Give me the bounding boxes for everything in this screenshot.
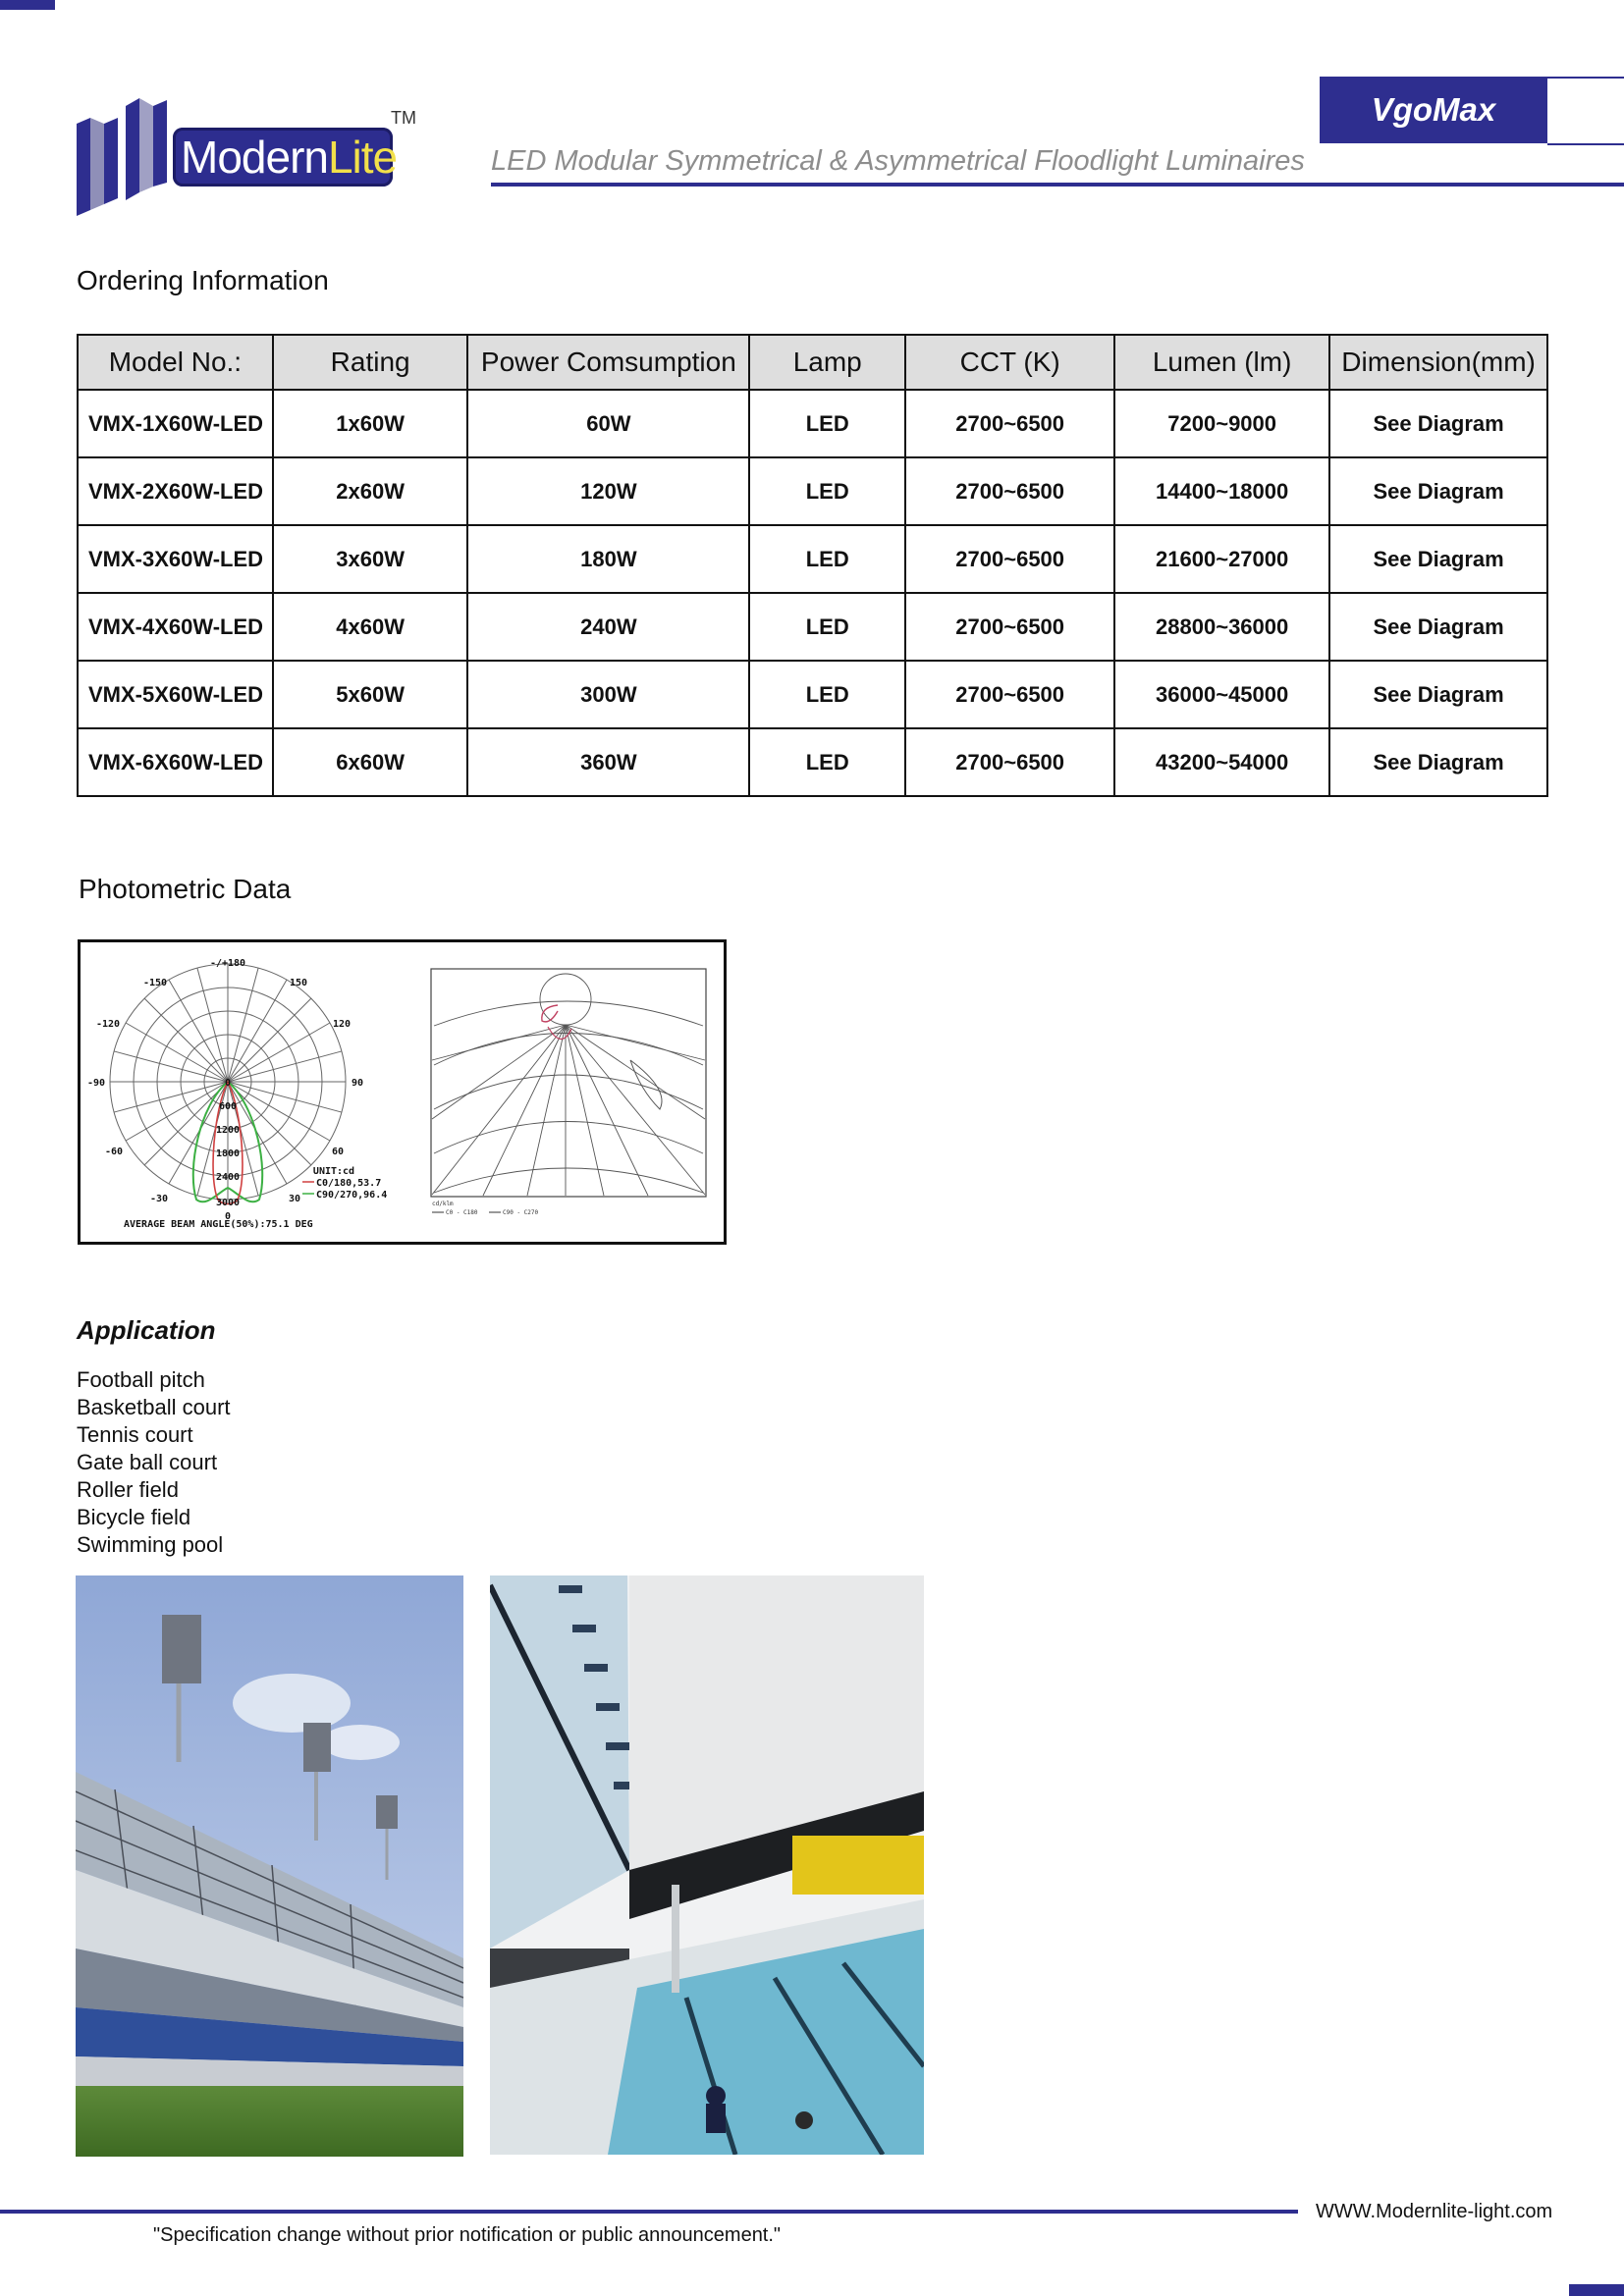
table-cell: 2700~6500 [905,728,1114,796]
col-header-lumen: Lumen (lm) [1114,335,1329,390]
table-cell: VMX-1X60W-LED [78,390,273,457]
company-logo [75,94,428,218]
logo-word-lite: Lite [327,132,398,183]
polar-angle-label: 90 [351,1078,364,1089]
polar-spoke [228,980,287,1082]
polar-spoke [169,980,228,1082]
swimming-pool-photo [490,1575,924,2155]
polar-spoke [197,968,228,1082]
table-cell: VMX-2X60W-LED [78,457,273,525]
photometric-charts [81,942,724,1242]
rect-legend-b: C90 - C270 [503,1209,539,1216]
footer-website[interactable]: WWW.Modernlite-light.com [1316,2201,1553,2222]
list-item: Roller field [77,1477,179,1502]
list-item: Football pitch [77,1367,205,1392]
polar-spoke [126,1082,228,1141]
polar-diagram [87,958,387,1230]
table-cell: LED [749,525,905,593]
table-cell: LED [749,593,905,661]
table-cell: 180W [467,525,749,593]
polar-angle-label: 0 [224,1211,232,1222]
table-cell: 2x60W [273,457,468,525]
table-cell: 6x60W [273,728,468,796]
table-cell: LED [749,661,905,728]
brand-name: VgoMax [1371,91,1496,128]
col-header-lamp: Lamp [749,335,905,390]
table-cell: 60W [467,390,749,457]
table-row [78,525,1547,593]
table-cell: 2700~6500 [905,593,1114,661]
trademark-mark: TM [391,108,416,128]
table-cell: LED [749,390,905,457]
polar-angle-label: -150 [142,978,168,988]
polar-radial-label: 600 [218,1101,238,1112]
table-cell: 7200~9000 [1114,390,1329,457]
polar-spoke [114,1051,228,1082]
table-cell: 2700~6500 [905,661,1114,728]
photometric-diagram [78,939,727,1245]
table-cell: See Diagram [1329,457,1547,525]
pool-image [490,1575,924,2155]
rect-unit: cd/klm [432,1201,454,1207]
polar-spoke [114,1082,228,1112]
col-header-model: Model No.: [78,335,273,390]
polar-angle-label: 120 [332,1019,352,1030]
list-item: Tennis court [77,1422,193,1447]
col-header-power: Power Comsumption [467,335,749,390]
polar-spoke [228,1023,330,1082]
polar-angle-label: -30 [149,1194,169,1204]
table-cell: 300W [467,661,749,728]
list-item: Swimming pool [77,1532,224,1557]
polar-angle-label: -120 [95,1019,121,1030]
table-cell: 1x60W [273,390,468,457]
footer-divider [0,2210,1298,2214]
polar-radial-label: 1800 [215,1148,241,1159]
photometric-title: Photometric Data [79,874,292,904]
table-cell: VMX-6X60W-LED [78,728,273,796]
polar-angle-label: -60 [104,1147,124,1157]
logo-mark-icon [75,94,183,218]
polar-radial-label: 2400 [215,1172,241,1183]
col-header-cct: CCT (K) [905,335,1114,390]
polar-spoke [144,998,228,1082]
table-cell: 36000~45000 [1114,661,1329,728]
polar-spoke [228,1051,342,1082]
polar-angle-label: -/+180 [209,958,246,969]
table-row [78,661,1547,728]
table-header-row [78,335,1547,390]
isocandela-diagram [431,969,706,1216]
beam-angle-text: AVERAGE BEAM ANGLE(50%):75.1 DEG [124,1219,313,1230]
logo-wordmark [181,132,397,183]
table-cell: See Diagram [1329,728,1547,796]
corner-accent-bottom [1569,2284,1624,2296]
polar-spoke [228,998,311,1082]
ordering-table [77,334,1548,797]
logo-word-modern: Modern [181,132,328,183]
table-cell: VMX-3X60W-LED [78,525,273,593]
application-list [77,1366,231,1559]
polar-spoke [228,1082,342,1112]
application-title: Application [77,1315,216,1345]
col-header-rating: Rating [273,335,468,390]
table-cell: 120W [467,457,749,525]
stadium-photo [76,1575,463,2157]
table-cell: See Diagram [1329,661,1547,728]
table-cell: 14400~18000 [1114,457,1329,525]
table-cell: 4x60W [273,593,468,661]
footer-disclaimer: "Specification change without prior notification or public announcement." [153,2224,782,2246]
col-header-dimension: Dimension(mm) [1329,335,1547,390]
legend-c0: C0/180,53.7 [316,1178,382,1189]
polar-angle-label: -90 [86,1078,106,1089]
table-cell: See Diagram [1329,525,1547,593]
table-cell: 5x60W [273,661,468,728]
table-cell: LED [749,457,905,525]
table-body [78,390,1547,796]
polar-unit: UNIT:cd [312,1166,355,1177]
polar-spoke [228,1082,330,1141]
rect-legend-a: C0 - C180 [446,1209,478,1216]
table-cell: VMX-5X60W-LED [78,661,273,728]
table-cell: 2700~6500 [905,457,1114,525]
polar-radial-label: 3000 [215,1198,241,1208]
legend-c90: C90/270,96.4 [316,1190,388,1201]
table-cell: 28800~36000 [1114,593,1329,661]
table-cell: 2700~6500 [905,390,1114,457]
list-item: Basketball court [77,1395,231,1419]
corner-accent-top [0,0,55,10]
polar-angle-label: 60 [331,1147,345,1157]
polar-radial-label: 1200 [215,1125,241,1136]
polar-angle-label: 30 [288,1194,301,1204]
table-cell: 3x60W [273,525,468,593]
table-cell: See Diagram [1329,390,1547,457]
header-divider [491,183,1624,187]
table-cell: 240W [467,593,749,661]
polar-spoke [126,1023,228,1082]
table-row [78,457,1547,525]
brand-tab-outline [1547,77,1624,145]
table-row [78,390,1547,457]
table-cell: 21600~27000 [1114,525,1329,593]
list-item: Bicycle field [77,1505,191,1529]
table-cell: VMX-4X60W-LED [78,593,273,661]
table-cell: LED [749,728,905,796]
ordering-title: Ordering Information [77,265,329,295]
stadium-image [76,1575,463,2157]
polar-radial-label: 0 [224,1078,232,1089]
table-cell: See Diagram [1329,593,1547,661]
table-cell: 2700~6500 [905,525,1114,593]
table-row [78,593,1547,661]
table-row [78,728,1547,796]
polar-angle-label: 150 [289,978,308,988]
document-subtitle: LED Modular Symmetrical & Asymmetrical Floodlight Luminaires [491,145,1305,177]
table-cell: 43200~54000 [1114,728,1329,796]
table-cell: 360W [467,728,749,796]
list-item: Gate ball court [77,1450,218,1474]
brand-tab [1320,77,1547,143]
polar-spoke [228,968,258,1082]
